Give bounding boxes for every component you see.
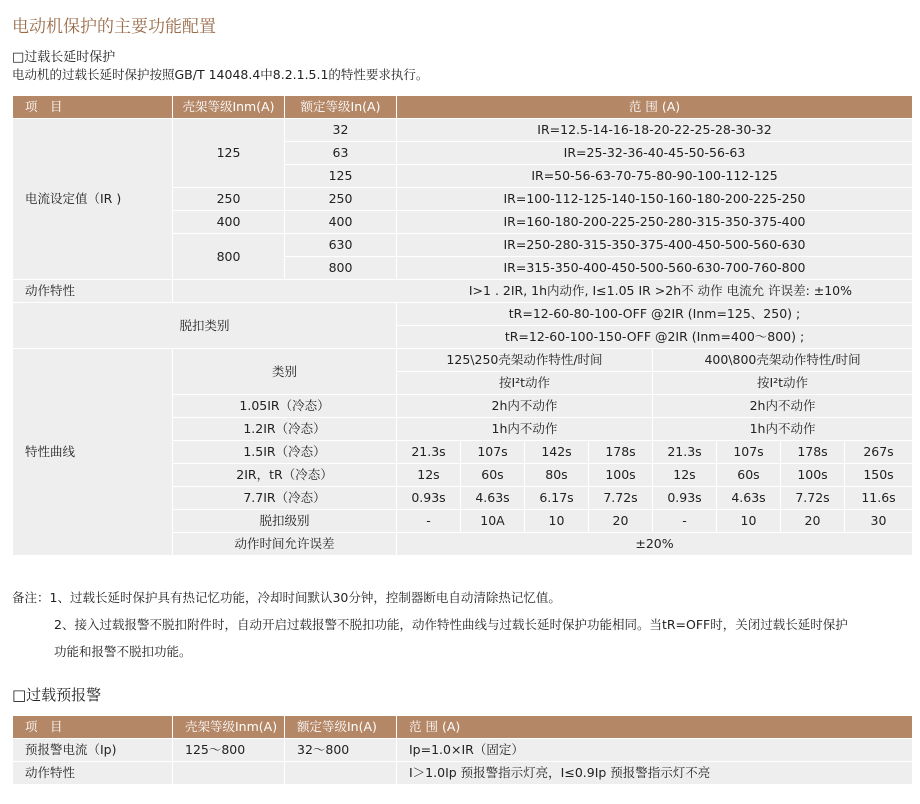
tolerance-label: 动作时间允许误差 — [173, 533, 397, 556]
rated-cell: 125 — [285, 165, 397, 188]
curve-cell: 4.63s — [717, 487, 781, 510]
note-2: 2、接入过载报警不脱扣附件时，自动开启过载报警不脱扣功能，动作特性曲线与过载长延时保护功能相同。当tR=OFF时，关闭过载长延时保护 — [54, 617, 848, 632]
curve-merged-cell: 2h内不动作 — [653, 395, 913, 418]
range-cell: IR=250-280-315-350-375-400-450-500-560-630 — [397, 234, 913, 257]
prealarm-rated: 32～800 — [285, 739, 397, 762]
table-row — [13, 762, 913, 785]
curve-cell: 10 — [525, 510, 589, 533]
trip-class-line2: tR=12-60-100-150-OFF @2IR (Inm=400～800) ; — [397, 326, 913, 349]
prealarm-item: 动作特性 — [13, 762, 173, 785]
trip-class-label: 脱扣类别 — [13, 303, 397, 349]
table-row — [13, 119, 913, 142]
rated-cell: 250 — [285, 188, 397, 211]
curve-merged-cell: 2h内不动作 — [397, 395, 653, 418]
curve-cell: 10A — [461, 510, 525, 533]
curve-merged-cell: 1h内不动作 — [653, 418, 913, 441]
overload-protection-table — [12, 95, 913, 556]
rated-cell: 63 — [285, 142, 397, 165]
note-2-continued: 功能和报警不脱扣功能。 — [54, 644, 192, 659]
rated-cell: 800 — [285, 257, 397, 280]
curve-cell: 0.93s — [397, 487, 461, 510]
i2t-label: 按I²t动作 — [653, 372, 913, 395]
rated-cell: 630 — [285, 234, 397, 257]
range-cell: IR=315-350-400-450-500-560-630-700-760-800 — [397, 257, 913, 280]
frame-cell: 125 — [173, 119, 285, 188]
curve-cell: 20 — [781, 510, 845, 533]
table-row — [13, 739, 913, 762]
prealarm-range: I＞1.0Ip 预报警指示灯亮，I≤0.9Ip 预报警指示灯不亮 — [397, 762, 913, 785]
section-description: 电动机的过载长延时保护按照GB/T 14048.4中8.2.1.5.1的特性要求执行。 — [12, 67, 429, 82]
curve-cell: 142s — [525, 441, 589, 464]
curve-cell: 100s — [781, 464, 845, 487]
prealarm-range: Ip=1.0×IR（固定） — [397, 739, 913, 762]
table-header-row — [13, 716, 913, 739]
page-title: 电动机保护的主要功能配置 — [12, 17, 216, 37]
curve-cell: 178s — [781, 441, 845, 464]
curve-cell: 267s — [845, 441, 913, 464]
curve-merged-cell: 1h内不动作 — [397, 418, 653, 441]
curve-cell: 150s — [845, 464, 913, 487]
curve-cell: 6.17s — [525, 487, 589, 510]
frame-cell: 400 — [173, 211, 285, 234]
curve-row-label: 1.05IR（冷态） — [173, 395, 397, 418]
header-frame: 壳架等级Inm(A) — [173, 716, 285, 739]
curve-cell: 10 — [717, 510, 781, 533]
group1-title: 125\250壳架动作特性/时间 — [397, 349, 653, 372]
header-range: 范 围 (A) — [397, 716, 913, 739]
range-cell: IR=100-112-125-140-150-160-180-200-225-250 — [397, 188, 913, 211]
range-cell: IR=25-32-36-40-45-50-56-63 — [397, 142, 913, 165]
header-frame: 壳架等级Inm(A) — [173, 96, 285, 119]
table-row — [13, 303, 913, 326]
curve-cell: 21.3s — [397, 441, 461, 464]
header-item: 项 目 — [13, 96, 173, 119]
range-cell: IR=12.5-14-16-18-20-22-25-28-30-32 — [397, 119, 913, 142]
curve-cell: 12s — [397, 464, 461, 487]
table-row — [13, 280, 913, 303]
curve-cell: 7.72s — [781, 487, 845, 510]
section-title-overload-long-delay: □过载长延时保护 — [12, 50, 116, 65]
curve-cell: 100s — [589, 464, 653, 487]
current-setting-label: 电流设定值（IR ) — [13, 119, 173, 280]
curve-row-label: 2IR，tR（冷态） — [173, 464, 397, 487]
frame-cell: 250 — [173, 188, 285, 211]
curve-cell: 30 — [845, 510, 913, 533]
curve-cell: 7.72s — [589, 487, 653, 510]
trip-class-line1: tR=12-60-80-100-OFF @2IR (Inm=125、250) ; — [397, 303, 913, 326]
header-rated: 额定等级In(A) — [285, 96, 397, 119]
rated-cell: 400 — [285, 211, 397, 234]
rated-cell: 32 — [285, 119, 397, 142]
header-range: 范 围 (A) — [397, 96, 913, 119]
table-header-row — [13, 96, 913, 119]
curve-cell: - — [397, 510, 461, 533]
curve-cell: 107s — [717, 441, 781, 464]
i2t-label: 按I²t动作 — [397, 372, 653, 395]
curve-cell: 107s — [461, 441, 525, 464]
curve-row-label: 7.7IR（冷态） — [173, 487, 397, 510]
curve-cell: 178s — [589, 441, 653, 464]
curve-cell: 4.63s — [461, 487, 525, 510]
curve-cell: 11.6s — [845, 487, 913, 510]
action-value: I>1 . 2IR, 1h内动作, I≤1.05 IR >2h不 动作 电流允 许误差: ±10% — [173, 280, 913, 303]
curve-cell: 0.93s — [653, 487, 717, 510]
curve-row-label: 1.2IR（冷态） — [173, 418, 397, 441]
prealarm-rated — [285, 762, 397, 785]
curve-cell: 60s — [717, 464, 781, 487]
curve-cell: 60s — [461, 464, 525, 487]
section-title-overload-prealarm: □过载预报警 — [12, 686, 102, 704]
curve-cell: 80s — [525, 464, 589, 487]
action-label: 动作特性 — [13, 280, 173, 303]
curve-cell: 20 — [589, 510, 653, 533]
header-rated: 额定等级In(A) — [285, 716, 397, 739]
prealarm-frame: 125～800 — [173, 739, 285, 762]
frame-cell: 800 — [173, 234, 285, 280]
note-1: 备注：1、过载长延时保护具有热记忆功能，冷却时间默认30分钟，控制器断电自动清除热记忆值。 — [12, 590, 561, 605]
range-cell: IR=160-180-200-225-250-280-315-350-375-400 — [397, 211, 913, 234]
curve-row-label: 1.5IR（冷态） — [173, 441, 397, 464]
category-label: 类别 — [173, 349, 397, 395]
curve-row-label: 脱扣级别 — [173, 510, 397, 533]
prealarm-table — [12, 715, 913, 785]
header-item: 项 目 — [13, 716, 173, 739]
tolerance-value: ±20% — [397, 533, 913, 556]
range-cell: IR=50-56-63-70-75-80-90-100-112-125 — [397, 165, 913, 188]
group2-title: 400\800壳架动作特性/时间 — [653, 349, 913, 372]
curve-cell: 21.3s — [653, 441, 717, 464]
prealarm-item: 预报警电流（Ip) — [13, 739, 173, 762]
table-row — [13, 349, 913, 372]
curve-cell: 12s — [653, 464, 717, 487]
prealarm-frame — [173, 762, 285, 785]
curve-cell: - — [653, 510, 717, 533]
notes — [12, 584, 917, 665]
curve-label: 特性曲线 — [13, 349, 173, 556]
